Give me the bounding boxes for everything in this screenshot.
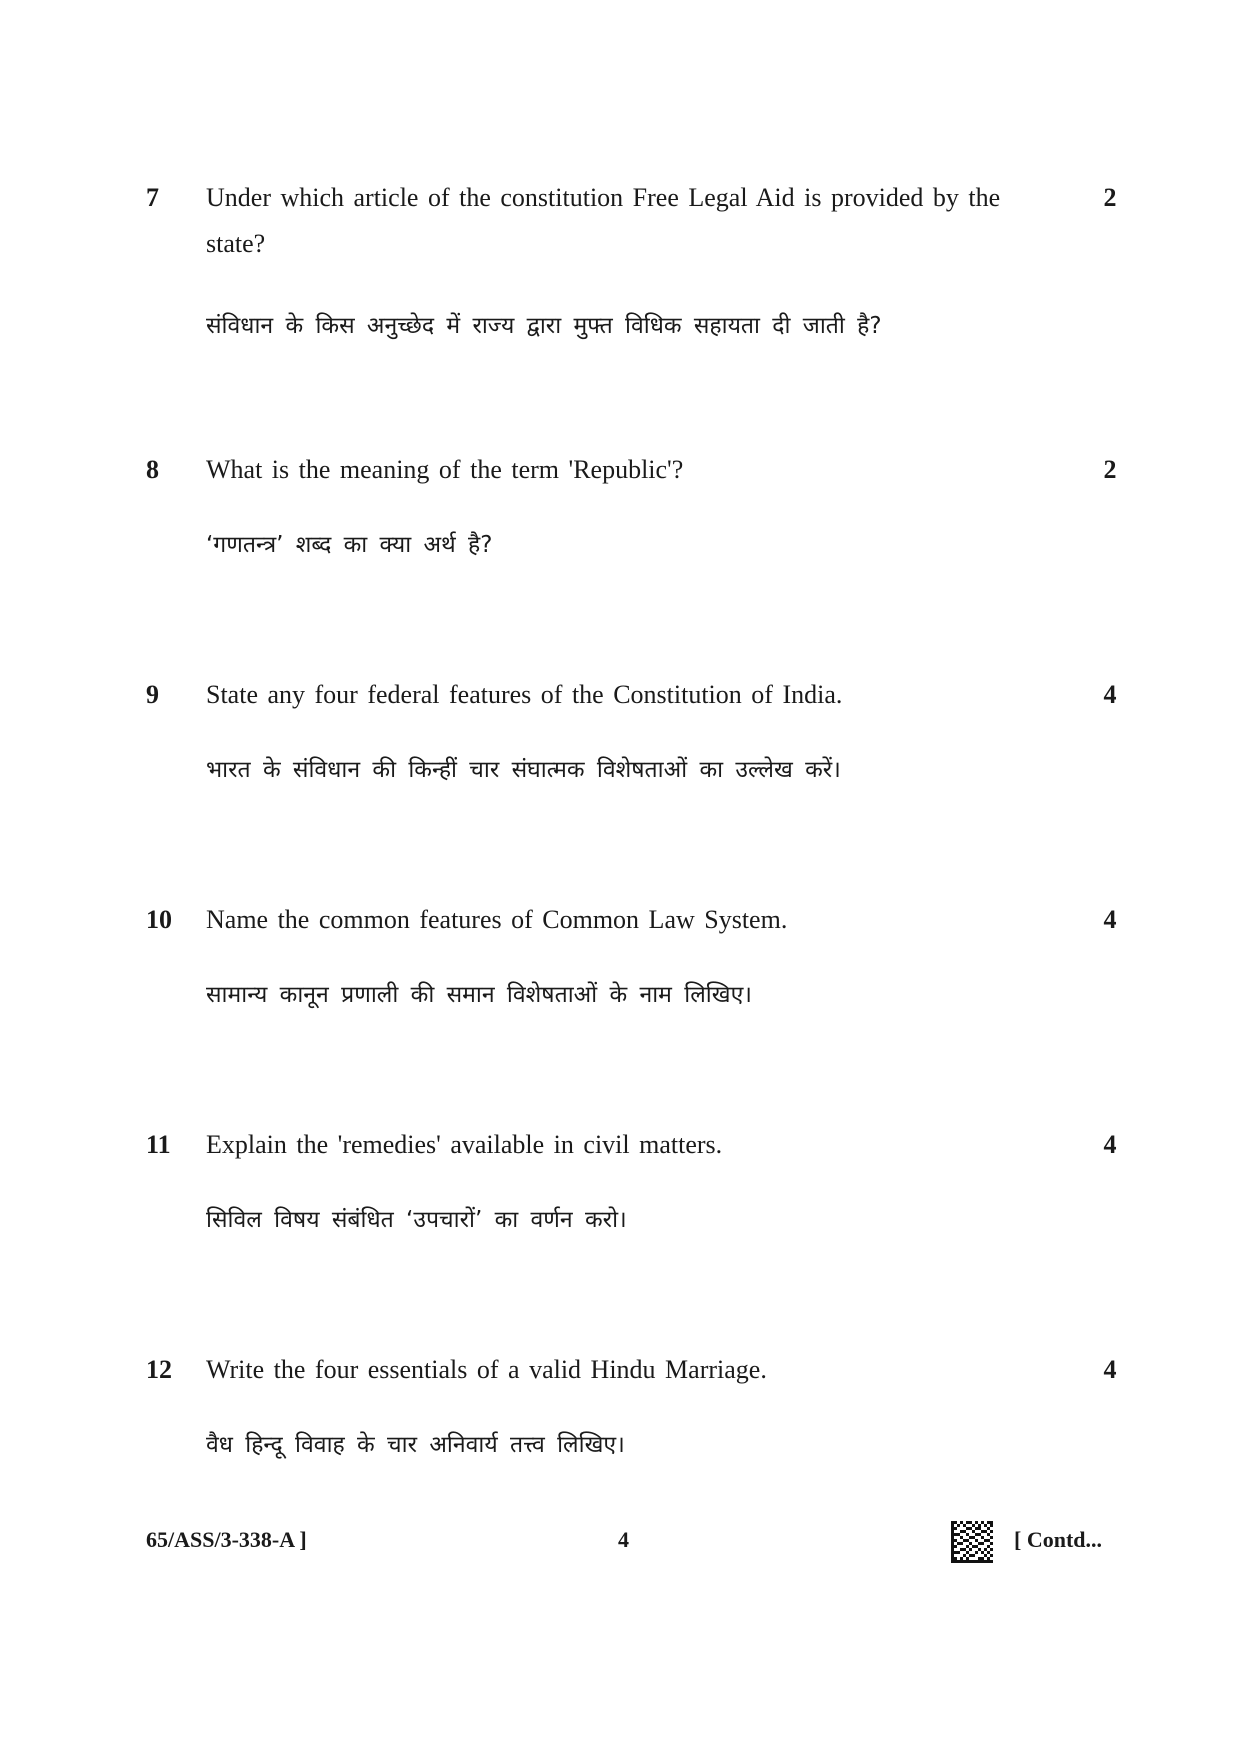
question-marks: 4 bbox=[1103, 905, 1117, 934]
question-text-hindi: सिविल विषय संबंधित ‘उपचारों’ का वर्णन करो। bbox=[206, 1207, 627, 1233]
question-text-english: What is the meaning of the term 'Republic'? bbox=[206, 455, 684, 484]
question-text-hindi: ‘गणतन्त्र’ शब्द का क्या अर्थ है? bbox=[206, 532, 493, 558]
question-text-hindi: वैध हिन्दू विवाह के चार अनिवार्य तत्त्व लिखिए। bbox=[206, 1432, 625, 1458]
question-number: 7 bbox=[146, 183, 159, 212]
question-marks: 4 bbox=[1103, 1355, 1117, 1384]
question-marks: 4 bbox=[1103, 1130, 1117, 1159]
question-text-english: Under which article of the constitution Free Legal Aid is provided by the state? bbox=[206, 183, 1001, 258]
question-text-english: Write the four essentials of a valid Hindu Marriage. bbox=[206, 1355, 767, 1384]
question-text-hindi: सामान्य कानून प्रणाली की समान विशेषताओं के नाम लिखिए। bbox=[206, 982, 752, 1008]
question-marks: 4 bbox=[1103, 680, 1117, 709]
qr-code-icon bbox=[951, 1521, 993, 1563]
question-number: 8 bbox=[146, 455, 159, 484]
page-number: 4 bbox=[618, 1527, 629, 1552]
question-text-hindi: संविधान के किस अनुच्छेद में राज्य द्वारा मुफ्त विधिक सहायता दी जाती है? bbox=[206, 313, 882, 339]
question-number: 11 bbox=[146, 1130, 171, 1159]
question-number: 10 bbox=[146, 905, 172, 934]
question-marks: 2 bbox=[1103, 455, 1117, 484]
question-text-english: Name the common features of Common Law System. bbox=[206, 905, 788, 934]
question-text-english: State any four federal features of the Constitution of India. bbox=[206, 680, 843, 709]
question-number: 12 bbox=[146, 1355, 172, 1384]
question-number: 9 bbox=[146, 680, 159, 709]
continued-label: [ Contd... bbox=[1014, 1527, 1103, 1552]
question-marks: 2 bbox=[1103, 183, 1117, 212]
paper-code: 65/ASS/3-338-A ] bbox=[146, 1527, 307, 1552]
question-text-english: Explain the 'remedies' available in civil matters. bbox=[206, 1130, 723, 1159]
question-text-hindi: भारत के संविधान की किन्हीं चार संघात्मक विशेषताओं का उल्लेख करें। bbox=[206, 757, 841, 783]
